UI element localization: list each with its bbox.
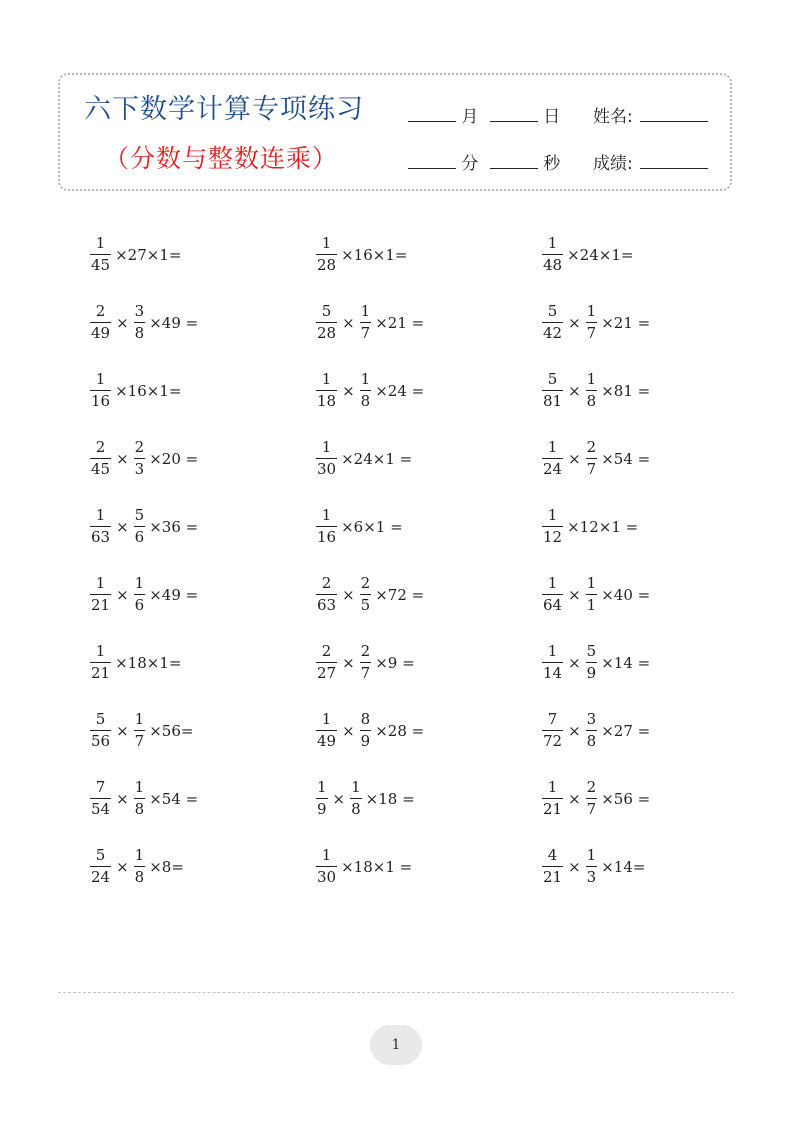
numerator: 1 xyxy=(586,574,597,592)
numerator: 1 xyxy=(586,302,597,320)
numerator: 1 xyxy=(321,370,332,388)
day-blank[interactable] xyxy=(490,107,538,122)
multiply-sign: × xyxy=(568,313,581,332)
numerator: 1 xyxy=(547,642,558,660)
fraction xyxy=(586,780,598,817)
numerator: 1 xyxy=(95,234,106,252)
denominator: 28 xyxy=(317,256,337,274)
fraction xyxy=(542,780,563,817)
fraction xyxy=(542,304,563,341)
denominator: 21 xyxy=(543,800,563,818)
problem-r7-c1 xyxy=(88,644,181,681)
fraction xyxy=(90,236,111,273)
multiply-sign: × xyxy=(568,857,581,876)
name-label: 姓名: xyxy=(593,107,633,127)
problem-r10-c2 xyxy=(314,848,412,885)
denominator: 64 xyxy=(543,596,563,614)
denominator: 21 xyxy=(91,664,111,682)
fraction xyxy=(542,712,563,749)
expression-tail: ×54 = xyxy=(601,449,651,468)
fraction xyxy=(542,440,563,477)
expression-tail: ×18×1= xyxy=(115,653,182,672)
multiply-sign: × xyxy=(342,653,355,672)
numerator: 1 xyxy=(134,846,145,864)
expression-tail: ×24×1 = xyxy=(341,449,413,468)
expression-tail: ×21 = xyxy=(375,313,425,332)
numerator: 1 xyxy=(547,506,558,524)
denominator: 5 xyxy=(360,596,371,614)
denominator: 27 xyxy=(317,664,337,682)
problem-r2-c1 xyxy=(88,304,198,341)
score-blank[interactable] xyxy=(640,154,708,169)
fraction xyxy=(90,372,111,409)
fraction xyxy=(542,848,563,885)
time-fields xyxy=(408,149,560,174)
problem-r5-c3 xyxy=(540,508,638,545)
problem-r4-c2 xyxy=(314,440,412,477)
fraction xyxy=(360,304,372,341)
numerator: 1 xyxy=(321,710,332,728)
numerator: 5 xyxy=(95,710,106,728)
fraction xyxy=(360,372,372,409)
expression-tail: ×28 = xyxy=(375,721,425,740)
fraction xyxy=(134,712,146,749)
problem-r7-c2 xyxy=(314,644,415,681)
problem-r4-c1 xyxy=(88,440,198,477)
denominator: 63 xyxy=(317,596,337,614)
problem-r9-c1 xyxy=(88,780,198,817)
problem-r6-c3 xyxy=(540,576,650,613)
problem-r9-c3 xyxy=(540,780,650,817)
problem-r1-c2 xyxy=(314,236,407,273)
expression-tail: ×16×1= xyxy=(115,381,182,400)
expression-tail: ×49 = xyxy=(149,585,199,604)
denominator: 7 xyxy=(360,324,371,342)
denominator: 7 xyxy=(586,800,597,818)
multiply-sign: × xyxy=(568,585,581,604)
numerator: 2 xyxy=(360,574,371,592)
denominator: 49 xyxy=(317,732,337,750)
fraction xyxy=(316,644,337,681)
denominator: 28 xyxy=(317,324,337,342)
numerator: 1 xyxy=(95,370,106,388)
expression-tail: ×27×1= xyxy=(115,245,182,264)
numerator: 4 xyxy=(547,846,558,864)
multiply-sign: × xyxy=(116,857,129,876)
fraction xyxy=(90,712,111,749)
numerator: 2 xyxy=(321,642,332,660)
denominator: 7 xyxy=(360,664,371,682)
numerator: 1 xyxy=(317,778,327,796)
minute-blank[interactable] xyxy=(408,154,456,169)
denominator: 3 xyxy=(586,868,597,886)
numerator: 2 xyxy=(360,642,371,660)
fraction xyxy=(586,848,598,885)
problem-r7-c3 xyxy=(540,644,650,681)
denominator: 9 xyxy=(586,664,597,682)
multiply-sign: × xyxy=(342,313,355,332)
numerator: 1 xyxy=(321,506,332,524)
fraction xyxy=(586,712,598,749)
denominator: 8 xyxy=(134,324,145,342)
expression-tail: ×8= xyxy=(149,857,184,876)
fraction xyxy=(134,440,146,477)
problem-r6-c1 xyxy=(88,576,198,613)
fraction xyxy=(90,304,111,341)
second-label: 秒 xyxy=(543,154,561,174)
problem-r9-c2 xyxy=(314,780,415,817)
denominator: 63 xyxy=(91,528,111,546)
numerator: 5 xyxy=(134,506,145,524)
numerator: 2 xyxy=(586,438,597,456)
expression-tail: ×49 = xyxy=(149,313,199,332)
denominator: 8 xyxy=(134,800,145,818)
expression-tail: ×18×1 = xyxy=(341,857,413,876)
fraction xyxy=(90,508,111,545)
fraction xyxy=(360,576,372,613)
fraction xyxy=(316,780,328,817)
denominator: 14 xyxy=(543,664,563,682)
denominator: 45 xyxy=(91,460,111,478)
multiply-sign: × xyxy=(116,313,129,332)
name-field xyxy=(593,102,708,127)
numerator: 1 xyxy=(351,778,361,796)
denominator: 56 xyxy=(91,732,111,750)
problem-r1-c1 xyxy=(88,236,181,273)
expression-tail: ×9 = xyxy=(375,653,415,672)
problem-r5-c1 xyxy=(88,508,198,545)
fraction xyxy=(360,712,372,749)
fraction xyxy=(586,576,598,613)
multiply-sign: × xyxy=(568,721,581,740)
name-blank[interactable] xyxy=(640,107,708,122)
numerator: 1 xyxy=(134,710,145,728)
multiply-sign: × xyxy=(116,789,129,808)
numerator: 1 xyxy=(547,438,558,456)
fraction xyxy=(134,576,146,613)
day-label: 日 xyxy=(543,107,561,127)
fraction xyxy=(542,372,563,409)
multiply-sign: × xyxy=(116,585,129,604)
expression-tail: ×27 = xyxy=(601,721,651,740)
fraction xyxy=(542,236,563,273)
denominator: 3 xyxy=(134,460,145,478)
numerator: 1 xyxy=(586,370,597,388)
expression-tail: ×16×1= xyxy=(341,245,408,264)
problem-r4-c3 xyxy=(540,440,650,477)
numerator: 2 xyxy=(95,438,106,456)
problem-r10-c3 xyxy=(540,848,645,885)
multiply-sign: × xyxy=(568,449,581,468)
expression-tail: ×81 = xyxy=(601,381,651,400)
multiply-sign: × xyxy=(342,585,355,604)
expression-tail: ×56 = xyxy=(601,789,651,808)
numerator: 1 xyxy=(95,642,106,660)
multiply-sign: × xyxy=(116,517,129,536)
problem-r10-c1 xyxy=(88,848,184,885)
problem-r3-c2 xyxy=(314,372,424,409)
expression-tail: ×21 = xyxy=(601,313,651,332)
fraction xyxy=(134,780,146,817)
numerator: 3 xyxy=(134,302,145,320)
header-box xyxy=(58,73,732,191)
numerator: 7 xyxy=(95,778,106,796)
numerator: 1 xyxy=(547,574,558,592)
problem-r3-c1 xyxy=(88,372,181,409)
fraction xyxy=(542,576,563,613)
denominator: 49 xyxy=(91,324,111,342)
numerator: 8 xyxy=(360,710,371,728)
date-fields xyxy=(408,102,560,127)
expression-tail: ×24 = xyxy=(375,381,425,400)
numerator: 1 xyxy=(586,846,597,864)
denominator: 72 xyxy=(543,732,563,750)
denominator: 30 xyxy=(317,868,337,886)
multiply-sign: × xyxy=(342,721,355,740)
denominator: 8 xyxy=(134,868,145,886)
score-label: 成绩: xyxy=(593,154,633,174)
denominator: 8 xyxy=(360,392,371,410)
fraction xyxy=(586,372,598,409)
fraction xyxy=(316,576,337,613)
denominator: 24 xyxy=(543,460,563,478)
fraction xyxy=(586,440,598,477)
fraction xyxy=(316,440,337,477)
expression-tail: ×40 = xyxy=(601,585,651,604)
expression-tail: ×12×1 = xyxy=(567,517,639,536)
expression-tail: ×24×1= xyxy=(567,245,634,264)
numerator: 7 xyxy=(547,710,558,728)
multiply-sign: × xyxy=(332,789,346,808)
problem-r8-c3 xyxy=(540,712,650,749)
numerator: 2 xyxy=(134,438,145,456)
fraction xyxy=(586,304,598,341)
fraction xyxy=(90,780,111,817)
denominator: 9 xyxy=(360,732,371,750)
denominator: 21 xyxy=(91,596,111,614)
numerator: 1 xyxy=(547,778,558,796)
denominator: 16 xyxy=(91,392,111,410)
fraction xyxy=(316,304,337,341)
denominator: 1 xyxy=(586,596,597,614)
denominator: 81 xyxy=(543,392,563,410)
problem-r2-c3 xyxy=(540,304,650,341)
numerator: 1 xyxy=(360,302,371,320)
numerator: 5 xyxy=(586,642,597,660)
denominator: 45 xyxy=(91,256,111,274)
denominator: 7 xyxy=(586,460,597,478)
denominator: 42 xyxy=(543,324,563,342)
denominator: 8 xyxy=(586,732,597,750)
expression-tail: ×54 = xyxy=(149,789,199,808)
fraction xyxy=(134,508,146,545)
numerator: 1 xyxy=(134,574,145,592)
fraction xyxy=(316,848,337,885)
footer-divider xyxy=(58,992,734,993)
denominator: 12 xyxy=(543,528,563,546)
problem-r8-c2 xyxy=(314,712,424,749)
numerator: 1 xyxy=(321,234,332,252)
fraction xyxy=(90,848,111,885)
numerator: 2 xyxy=(95,302,106,320)
page-number: 1 xyxy=(370,1025,422,1065)
denominator: 30 xyxy=(317,460,337,478)
expression-tail: ×14= xyxy=(601,857,646,876)
expression-tail: ×14 = xyxy=(601,653,651,672)
numerator: 3 xyxy=(586,710,597,728)
denominator: 24 xyxy=(91,868,111,886)
score-field xyxy=(593,149,708,174)
fraction xyxy=(134,848,146,885)
denominator: 7 xyxy=(586,324,597,342)
numerator: 2 xyxy=(321,574,332,592)
numerator: 1 xyxy=(360,370,371,388)
expression-tail: ×56= xyxy=(149,721,194,740)
problem-r3-c3 xyxy=(540,372,650,409)
denominator: 21 xyxy=(543,868,563,886)
multiply-sign: × xyxy=(116,449,129,468)
fraction xyxy=(316,372,337,409)
denominator: 8 xyxy=(351,800,361,818)
numerator: 1 xyxy=(134,778,145,796)
expression-tail: ×6×1 = xyxy=(341,517,403,536)
denominator: 7 xyxy=(134,732,145,750)
month-label: 月 xyxy=(461,107,479,127)
worksheet-subtitle: （分数与整数连乘） xyxy=(104,144,339,173)
fraction xyxy=(90,576,111,613)
fraction xyxy=(316,712,337,749)
multiply-sign: × xyxy=(568,381,581,400)
denominator: 18 xyxy=(317,392,337,410)
multiply-sign: × xyxy=(568,789,581,808)
expression-tail: ×72 = xyxy=(375,585,425,604)
fraction xyxy=(586,644,598,681)
fraction xyxy=(90,440,111,477)
problem-r6-c2 xyxy=(314,576,424,613)
denominator: 48 xyxy=(543,256,563,274)
multiply-sign: × xyxy=(342,381,355,400)
numerator: 1 xyxy=(321,846,332,864)
denominator: 9 xyxy=(317,800,327,818)
fraction xyxy=(542,508,563,545)
denominator: 16 xyxy=(317,528,337,546)
minute-label: 分 xyxy=(461,154,479,174)
problem-r2-c2 xyxy=(314,304,424,341)
multiply-sign: × xyxy=(116,721,129,740)
numerator: 5 xyxy=(547,302,558,320)
expression-tail: ×18 = xyxy=(365,789,415,808)
problem-r5-c2 xyxy=(314,508,403,545)
expression-tail: ×20 = xyxy=(149,449,199,468)
denominator: 8 xyxy=(586,392,597,410)
numerator: 1 xyxy=(95,506,106,524)
numerator: 5 xyxy=(321,302,332,320)
fraction xyxy=(316,508,337,545)
denominator: 54 xyxy=(91,800,111,818)
denominator: 6 xyxy=(134,596,145,614)
numerator: 1 xyxy=(95,574,106,592)
fraction xyxy=(542,644,563,681)
numerator: 2 xyxy=(586,778,597,796)
month-blank[interactable] xyxy=(408,107,456,122)
multiply-sign: × xyxy=(568,653,581,672)
fraction xyxy=(350,780,362,817)
fraction xyxy=(316,236,337,273)
fraction xyxy=(134,304,146,341)
numerator: 5 xyxy=(95,846,106,864)
numerator: 5 xyxy=(547,370,558,388)
numerator: 1 xyxy=(321,438,332,456)
fraction xyxy=(360,644,372,681)
denominator: 6 xyxy=(134,528,145,546)
worksheet-title: 六下数学计算专项练习 xyxy=(84,94,364,125)
numerator: 1 xyxy=(547,234,558,252)
problem-r1-c3 xyxy=(540,236,633,273)
problem-r8-c1 xyxy=(88,712,193,749)
expression-tail: ×36 = xyxy=(149,517,199,536)
fraction xyxy=(90,644,111,681)
second-blank[interactable] xyxy=(490,154,538,169)
